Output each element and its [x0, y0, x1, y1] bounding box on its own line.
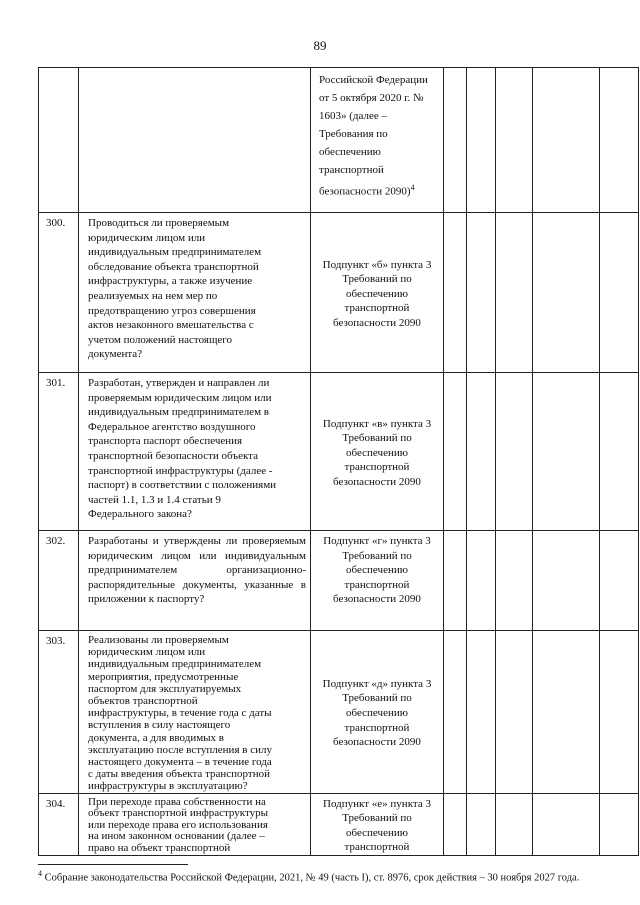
- requirement-cell: [311, 631, 444, 794]
- requirement-text: Подпункт «е» пункта 3 Требований по обеспечению транспортной: [323, 797, 431, 854]
- requirement-cell: [311, 373, 444, 531]
- extra-cell: [600, 631, 639, 794]
- question-cell: [79, 631, 311, 794]
- answer-no-cell: [467, 373, 496, 531]
- answer-no-cell: [467, 68, 496, 213]
- page-number: 89: [313, 38, 327, 53]
- footnote-mark: 4: [410, 183, 415, 192]
- footnote: [38, 869, 638, 884]
- answer-no-cell: [467, 213, 496, 373]
- answer-yes-cell: [444, 631, 467, 794]
- requirement-text: Подпункт «б» пункта 3 Требований по обеспечению транспортной безопасности 2090: [322, 258, 432, 329]
- footnote-text: Собрание законодательства Российской Федерации, 2021, № 49 (часть I), ст. 8976, срок действия – 30 ноября 2027 года.: [42, 872, 580, 884]
- answer-yes-cell: [444, 793, 467, 855]
- question-text: Реализованы ли проверяемым юридическим лицом или индивидуальным предпринимателем мероприятия, предусмотренные паспортом для эксплуатируемых объектов транспортной инфраструктуры, в течение года с даты вступления в силу настоящего документа, а для вводимых в эксплуатацию после вступления в силу настоящего документа – в течение года с даты введения объекта транспортной инфраструктуры в эксплуатацию?: [88, 634, 272, 793]
- requirement-text: Подпункт «д» пункта 3 Требований по обеспечению транспортной безопасности 2090: [322, 677, 432, 749]
- answer-na-cell: [496, 68, 533, 213]
- requirement-cell: [311, 68, 444, 213]
- checklist-table: [38, 67, 639, 856]
- row-number: 301.: [39, 373, 79, 531]
- note-cell: [533, 373, 600, 531]
- extra-cell: [600, 373, 639, 531]
- answer-no-cell: [467, 531, 496, 631]
- requirement-text: Подпункт «г» пункта 3 Требований по обеспечению транспортной безопасности 2090: [323, 535, 431, 606]
- answer-na-cell: [496, 373, 533, 531]
- question-text: При переходе права собственности на объект транспортной инфраструктуры или переходе права его использования на ином законном основании (далее – право на объект транспортной: [88, 795, 269, 855]
- extra-cell: [600, 213, 639, 373]
- row-number: 304.: [39, 793, 79, 855]
- requirement-cell: [311, 213, 444, 373]
- answer-no-cell: [467, 793, 496, 855]
- table-row: [39, 213, 639, 373]
- note-cell: [533, 213, 600, 373]
- answer-yes-cell: [444, 213, 467, 373]
- table-row: [39, 68, 639, 213]
- question-cell: Разработаны и утверждены ли проверяемым юридическим лицом или индивидуальным предпринимателем организационно-распорядительные документы, указанные в приложении к паспорту?: [79, 531, 311, 631]
- table-row: [39, 373, 639, 531]
- answer-yes-cell: [444, 531, 467, 631]
- answer-na-cell: [496, 531, 533, 631]
- requirement-text: Российской Федерации от 5 октября 2020 г. № 1603» (далее – Требования по обеспечению транспортной безопасности 2090): [319, 74, 428, 198]
- note-cell: [533, 531, 600, 631]
- table-row: [39, 793, 639, 855]
- question-text: Проводиться ли проверяемым юридическим лицом или индивидуальным предпринимателем обследование объекта транспортной инфраструктуры, а также изучение реализуемых на нем мер по предотвращению угроз совершения актов незаконного вмешательства с учетом положений настоящего документа?: [88, 217, 262, 361]
- requirement-text: Подпункт «в» пункта 3 Требований по обеспечению транспортной безопасности 2090: [322, 417, 432, 488]
- answer-na-cell: [496, 631, 533, 794]
- row-number: 302.: [39, 531, 79, 631]
- table-row: [39, 531, 639, 631]
- table-row: [39, 631, 639, 794]
- question-cell: [79, 213, 311, 373]
- requirement-cell: [311, 793, 444, 855]
- requirement-cell: [311, 531, 444, 631]
- note-cell: [533, 793, 600, 855]
- row-number: 300.: [39, 213, 79, 373]
- extra-cell: [600, 793, 639, 855]
- extra-cell: [600, 531, 639, 631]
- extra-cell: [600, 68, 639, 213]
- answer-na-cell: [496, 213, 533, 373]
- question-cell: [79, 68, 311, 213]
- num-cell: [39, 68, 79, 213]
- answer-yes-cell: [444, 68, 467, 213]
- answer-yes-cell: [444, 373, 467, 531]
- note-cell: [533, 631, 600, 794]
- question-cell: [79, 793, 311, 855]
- row-number: 303.: [39, 631, 79, 794]
- footnote-divider: [38, 864, 188, 865]
- question-text: Разработан, утвержден и направлен ли проверяемым юридическим лицом или индивидуальным предпринимателем в Федеральное агентство воздушного транспорта паспорт обеспечения транспортной безопасности объекта транспортной инфраструктуры (далее - паспорт) в соответствии с положениями частей 1.1, 1.3 и 1.4 статьи 9 Федерального закона?: [88, 377, 277, 521]
- note-cell: [533, 68, 600, 213]
- answer-no-cell: [467, 631, 496, 794]
- question-cell: [79, 373, 311, 531]
- footnote-mark: 4: [38, 869, 42, 878]
- answer-na-cell: [496, 793, 533, 855]
